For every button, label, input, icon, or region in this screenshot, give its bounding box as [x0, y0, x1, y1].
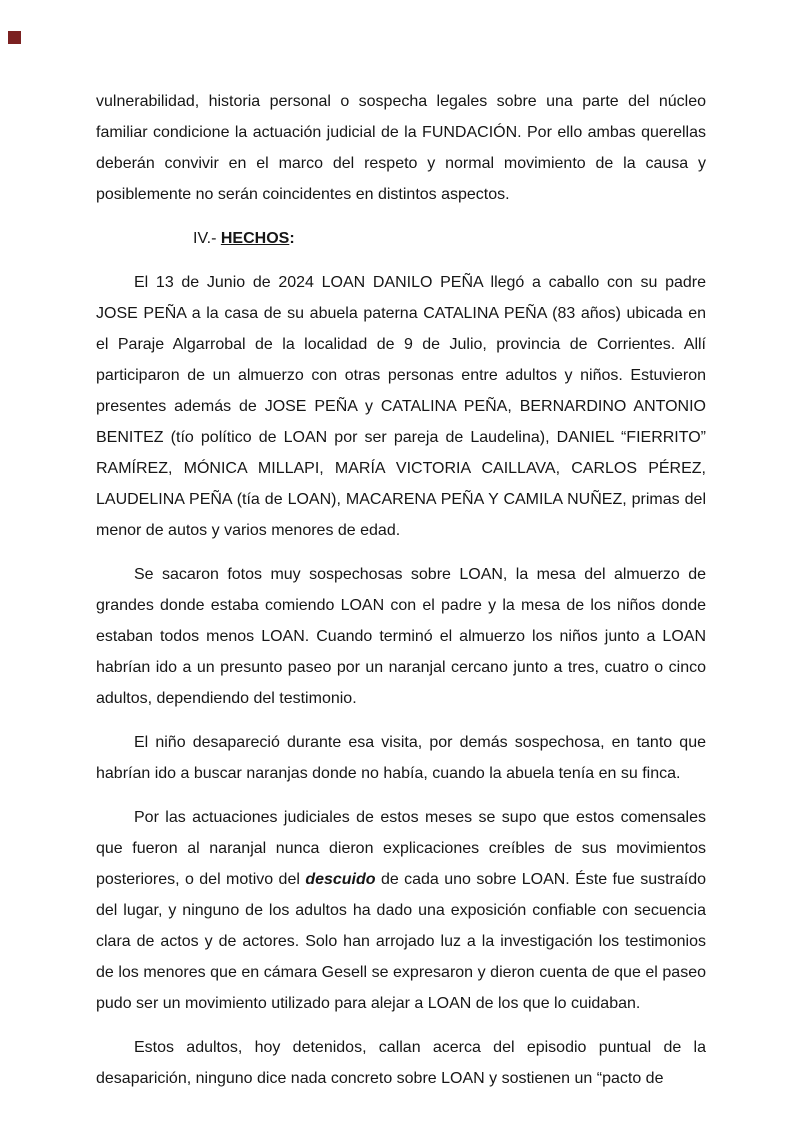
page-corner-marker	[8, 31, 21, 44]
paragraph-vulnerabilidad: vulnerabilidad, historia personal o sospecha legales sobre una parte del núcleo familiar condicione la actuación judicial de la FUNDACIÓN. Por ello ambas querellas deberán convivir en el marco del respeto y normal movimiento de la causa y posiblemente no serán coincidentes en distintos aspectos.	[96, 93, 706, 203]
paragraph-actuaciones-emphasis-descuido: descuido	[305, 871, 376, 888]
paragraph-fotos: Se sacaron fotos muy sospechosas sobre LOAN, la mesa del almuerzo de grandes donde estaba comiendo LOAN con el padre y la mesa de los niños donde estaban todos menos LOAN. Cuando terminó el almuerzo los niños junto a LOAN habrían ido a un presunto paseo por un naranjal cercano junto a tres, cuatro o cinco adultos, dependiendo del testimonio.	[96, 566, 706, 707]
paragraph-adultos-detenidos: Estos adultos, hoy detenidos, callan acerca del episodio puntual de la desaparición, ninguno dice nada concreto sobre LOAN y sostienen un “pacto de	[96, 1039, 706, 1087]
paragraph-desaparicion-visita: El niño desapareció durante esa visita, por demás sospechosa, en tanto que habrían ido a buscar naranjas donde no había, cuando la abuela tenía en su finca.	[96, 734, 706, 782]
paragraph-actuaciones-after: de cada uno sobre LOAN. Éste fue sustraído del lugar, y ninguno de los adultos ha dado una exposición confiable con secuencia clara de actos y de actores. Solo han arrojado luz a la investigación los testimonios de los menores que en cámara Gesell se expresaron y dieron cuenta de que el paseo pudo ser un movimiento utilizado para alejar a LOAN de los que lo cuidaban.	[96, 871, 707, 1012]
paragraph-almuerzo: El 13 de Junio de 2024 LOAN DANILO PEÑA llegó a caballo con su padre JOSE PEÑA a la casa de su abuela paterna CATALINA PEÑA (83 años) ubicada en el Paraje Algarrobal de la localidad de 9 de Julio, provincia de Corrientes. Allí participaron de un almuerzo con otras personas entre adultos y niños. Estuvieron presentes además de JOSE PEÑA y CATALINA PEÑA, BERNARDINO ANTONIO BENITEZ (tío político de LOAN por ser pareja de Laudelina), DANIEL “FIERRITO” RAMÍREZ, MÓNICA MILLAPI, MARÍA VICTORIA CAILLAVA, CARLOS PÉREZ, LAUDELINA PEÑA (tía de LOAN), MACARENA PEÑA Y CAMILA NUÑEZ, primas del menor de autos y varios menores de edad.	[96, 274, 706, 539]
heading-colon: :	[289, 230, 295, 247]
heading-title: HECHOS	[220, 230, 290, 247]
paragraph-actuaciones-judiciales	[96, 802, 706, 1019]
section-heading-hechos	[96, 223, 706, 254]
document-body	[96, 86, 706, 1107]
paragraph-actuaciones-before: Por las actuaciones judiciales de estos meses se supo que estos comensales que fueron al naranjal nunca dieron explicaciones creíbles de sus movimientos posteriores, o del motivo del	[96, 809, 706, 888]
heading-numeral: IV.-	[193, 230, 221, 247]
